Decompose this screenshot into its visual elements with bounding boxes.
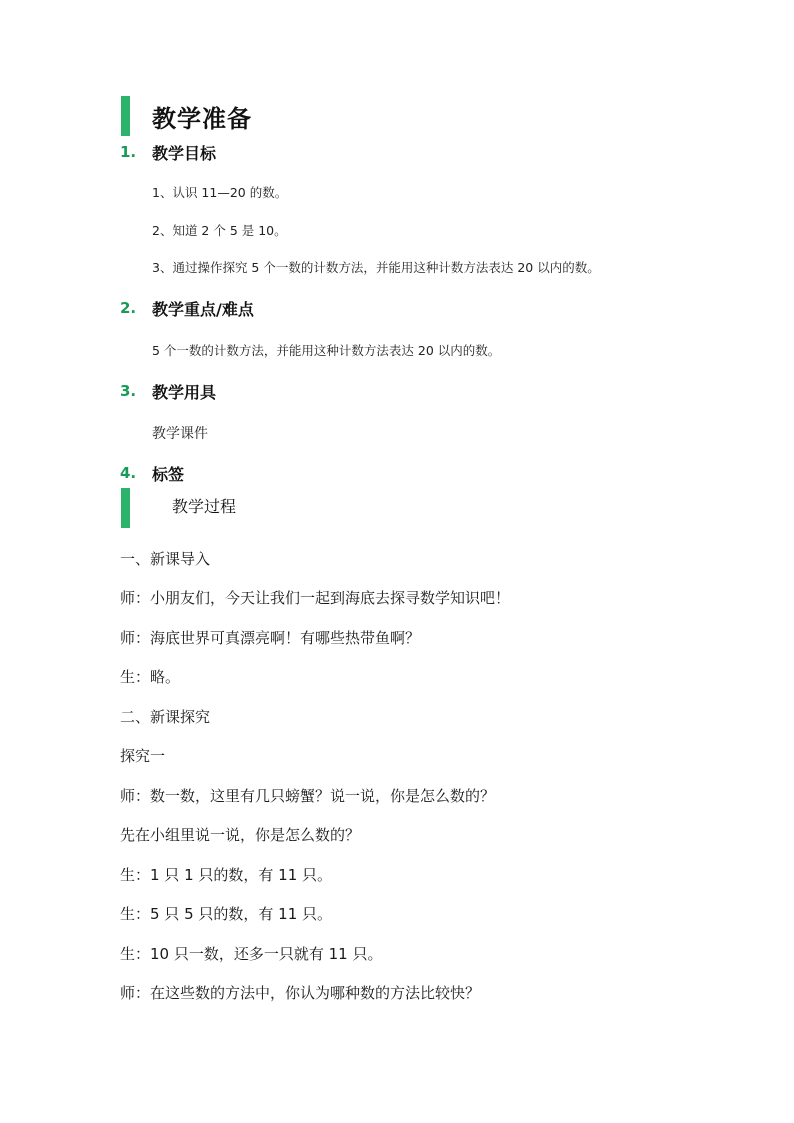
- goal-line: 2、知道 2 个 5 是 10。: [152, 223, 287, 238]
- section-title: 教学准备: [152, 104, 252, 133]
- process-line: 生：略。: [120, 668, 181, 686]
- process-line: 一、新课导入: [120, 550, 211, 568]
- goal-line: 1、认识 11—20 的数。: [152, 185, 288, 200]
- item-title: 教学用具: [152, 382, 217, 402]
- process-line: 师：在这些数的方法中，你认为哪种数的方法比较快？: [120, 984, 481, 1002]
- item-number: 4.: [120, 464, 137, 482]
- process-line: 生：10 只一数，还多一只就有 11 只。: [120, 945, 383, 963]
- process-line: 师：海底世界可真漂亮啊！有哪些热带鱼啊？: [120, 629, 421, 647]
- section-heading: [121, 96, 252, 136]
- heading-accent-bar: [121, 96, 130, 136]
- process-line: 生：1 只 1 只的数，有 11 只。: [120, 866, 333, 884]
- goal-line: 3、通过操作探究 5 个一数的计数方法，并能用这种计数方法表达 20 以内的数。: [152, 260, 600, 275]
- process-line: 师：小朋友们，今天让我们一起到海底去探寻数学知识吧！: [120, 589, 511, 607]
- item-tags: [120, 461, 184, 485]
- process-line: 先在小组里说一说，你是怎么数的？: [120, 826, 361, 844]
- item-number: 1.: [120, 143, 137, 161]
- item-title: 教学目标: [152, 143, 217, 163]
- process-accent-bar: [121, 488, 130, 528]
- process-line: 二、新课探究: [120, 708, 211, 726]
- process-line: 生：5 只 5 只的数，有 11 只。: [120, 905, 333, 923]
- process-heading: [121, 488, 236, 528]
- item-key-points: [120, 296, 254, 320]
- item-teaching-tools: [120, 379, 216, 403]
- item-number: 2.: [120, 299, 137, 317]
- process-line: 师：数一数，这里有几只螃蟹？说一说，你是怎么数的？: [120, 787, 496, 805]
- process-line: 探究一: [120, 747, 166, 765]
- key-point-line: 5 个一数的计数方法，并能用这种计数方法表达 20 以内的数。: [152, 343, 501, 358]
- item-title: 教学重点/难点: [152, 299, 254, 319]
- item-teaching-goals: [120, 140, 216, 164]
- item-title: 标签: [152, 464, 185, 484]
- item-number: 3.: [120, 382, 137, 400]
- process-title: 教学过程: [172, 496, 237, 516]
- tools-line: 教学课件: [152, 426, 208, 442]
